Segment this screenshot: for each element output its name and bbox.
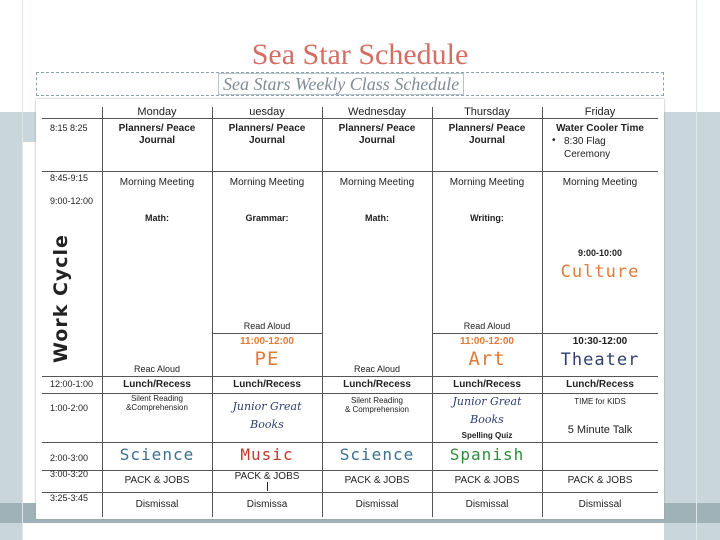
journal-label: Journal xyxy=(358,135,396,146)
read-aloud-label: Reac Aloud xyxy=(133,364,181,374)
silent-reading-label: Silent Reading xyxy=(130,394,184,403)
grid-line xyxy=(42,492,658,493)
pack-jobs-label: PACK & JOBS xyxy=(454,475,520,486)
books-label: Books xyxy=(250,418,284,431)
time-label: 8:15 8:25 xyxy=(50,123,88,133)
planners-label: Planners/ Peace xyxy=(228,123,306,134)
planners-label: Planners/ Peace xyxy=(338,123,416,134)
junior-great-label: Junior Great xyxy=(232,400,302,413)
math-label: Math: xyxy=(145,213,169,223)
morning-meeting-label: Morning Meeting xyxy=(229,177,305,188)
writing-label: Writing: xyxy=(470,213,504,223)
time-label: 1:00-2:00 xyxy=(50,403,89,413)
dismissal-label: Dismissal xyxy=(135,499,179,510)
grid-line xyxy=(542,107,543,517)
lunch-label: Lunch/Recess xyxy=(566,379,634,390)
grammar-label: Grammar: xyxy=(245,213,289,223)
music-label: Music xyxy=(240,445,294,464)
day-header-thursday: Thursday xyxy=(464,106,510,118)
books-label: Books xyxy=(470,413,504,426)
read-aloud-label: Reac Aloud xyxy=(353,364,401,374)
culture-time: 9:00-10:00 xyxy=(577,248,623,258)
pack-jobs-label: PACK & JOBS xyxy=(344,475,410,486)
time-label: 3:00-3:20 xyxy=(50,469,89,479)
grid-line xyxy=(42,376,658,377)
grid-line xyxy=(42,442,658,443)
work-cycle-label: Work Cycle xyxy=(50,234,72,363)
read-aloud-label: Read Aloud xyxy=(243,321,291,331)
flag-ceremony-time: 8:30 Flag xyxy=(564,136,606,147)
pe-label: PE xyxy=(254,348,280,370)
time-label: 3:25-3:45 xyxy=(50,493,89,503)
comprehension-label: & Comprehension xyxy=(344,405,410,414)
pack-jobs-label: PACK & JOBS xyxy=(567,475,633,486)
time-label: 8:45-9:15 xyxy=(50,173,89,183)
lunch-label: Lunch/Recess xyxy=(123,379,191,390)
spanish-label: Spanish xyxy=(449,445,525,464)
background-band-left xyxy=(0,142,22,540)
journal-label: Journal xyxy=(138,135,176,146)
dismissal-label: Dismissal xyxy=(578,499,622,510)
grid-line xyxy=(42,171,658,172)
morning-meeting-label: Morning Meeting xyxy=(339,177,415,188)
day-header-friday: Friday xyxy=(584,106,616,118)
background-band-right xyxy=(664,142,720,540)
pack-jobs-label: PACK & JOBS xyxy=(124,475,190,486)
slide-subtitle: Sea Stars Weekly Class Schedule xyxy=(218,73,464,95)
morning-meeting-label: Morning Meeting xyxy=(119,177,195,188)
grid-line xyxy=(542,333,658,334)
flag-ceremony-label: Ceremony xyxy=(564,149,611,160)
time-label: 12:00-1:00 xyxy=(50,379,94,389)
time-label: 9:00-12:00 xyxy=(50,196,94,206)
lunch-label: Lunch/Recess xyxy=(343,379,411,390)
time-1100: 11:00-12:00 xyxy=(240,336,294,347)
silent-reading-label: Silent Reading xyxy=(350,396,404,405)
morning-meeting-label: Morning Meeting xyxy=(449,177,525,188)
science-label: Science xyxy=(119,445,195,464)
five-minute-talk-label: 5 Minute Talk xyxy=(567,424,633,436)
time-1100: 11:00-12:00 xyxy=(460,336,514,347)
slide-title: Sea Star Schedule xyxy=(251,38,469,71)
morning-meeting-label: Morning Meeting xyxy=(562,177,638,188)
journal-label: Journal xyxy=(248,135,286,146)
frame-line-right xyxy=(696,0,697,540)
lunch-label: Lunch/Recess xyxy=(233,379,301,390)
journal-label: Journal xyxy=(468,135,506,146)
comprehension-label: &Comprehension xyxy=(126,403,188,412)
divider-mark xyxy=(267,482,268,491)
planners-label: Planners/ Peace xyxy=(118,123,196,134)
read-aloud-label: Read Aloud xyxy=(463,321,511,331)
pack-jobs-label: PACK & JOBS xyxy=(234,471,300,482)
spelling-quiz-label: Spelling Quiz xyxy=(461,431,513,440)
time-label: 2:00-3:00 xyxy=(50,453,89,463)
grid-line xyxy=(212,333,322,334)
dismissal-label: Dismissal xyxy=(355,499,399,510)
art-label: Art xyxy=(468,348,506,370)
day-header-monday: Monday xyxy=(137,106,177,118)
lunch-label: Lunch/Recess xyxy=(453,379,521,390)
culture-label: Culture xyxy=(560,262,640,282)
grid-line xyxy=(42,118,658,119)
math-label: Math: xyxy=(365,213,389,223)
frame-line-left xyxy=(22,0,23,540)
time-1030: 10:30-12:00 xyxy=(572,336,628,347)
planners-label: Planners/ Peace xyxy=(448,123,526,134)
grid-line xyxy=(42,470,658,471)
day-header-tuesday: uesday xyxy=(249,106,285,118)
science-label: Science xyxy=(339,445,415,464)
junior-great-label: Junior Great xyxy=(452,395,522,408)
grid-line xyxy=(432,333,542,334)
theater-label: Theater xyxy=(560,350,640,370)
bullet-icon: • xyxy=(552,135,556,146)
time-for-kids-label: TIME for KIDS xyxy=(574,397,626,406)
dismissal-label: Dismissal xyxy=(465,499,509,510)
dismissal-label: Dismissa xyxy=(246,499,288,510)
day-header-wednesday: Wednesday xyxy=(348,106,406,118)
water-cooler-label: Water Cooler Time xyxy=(556,123,644,134)
